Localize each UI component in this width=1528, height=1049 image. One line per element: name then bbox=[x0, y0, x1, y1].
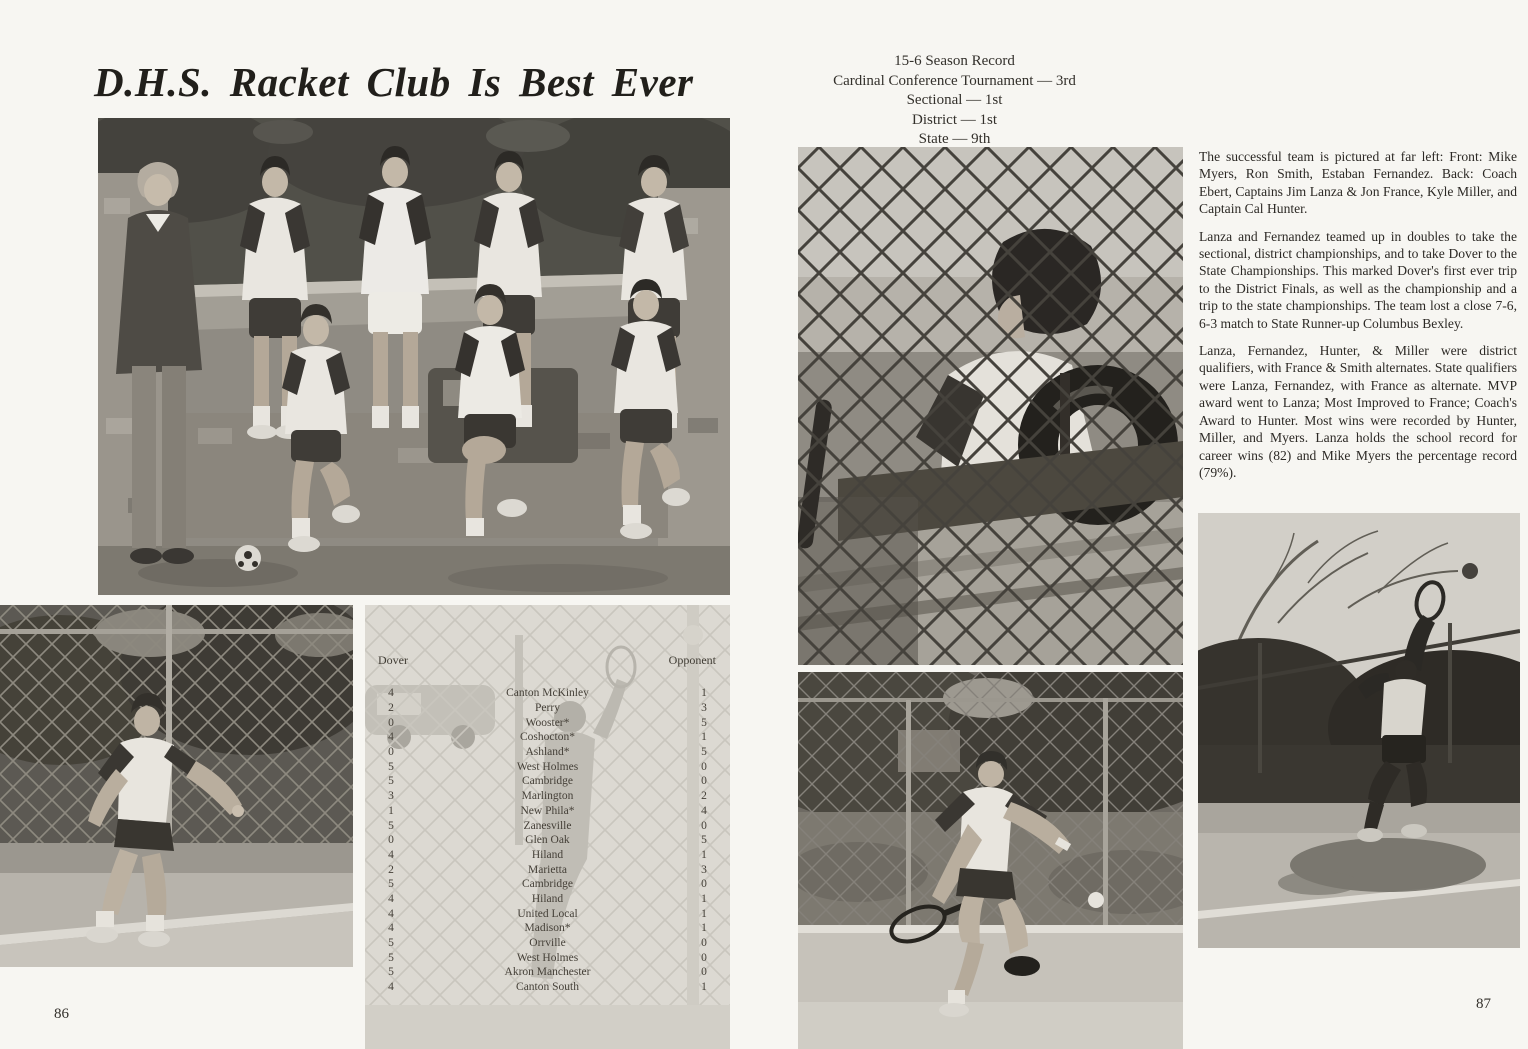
table-row bbox=[365, 833, 730, 848]
dover-score: 4 bbox=[388, 731, 394, 744]
opponent-score: 3 bbox=[701, 702, 707, 715]
opponent-score: 5 bbox=[701, 834, 707, 847]
dover-score: 4 bbox=[388, 907, 394, 920]
tennis-ball bbox=[1088, 892, 1104, 908]
player-serve-photo bbox=[1198, 513, 1520, 948]
opponent-name: Akron Manchester bbox=[504, 966, 591, 979]
dover-score: 5 bbox=[388, 966, 394, 979]
dover-score: 5 bbox=[388, 775, 394, 788]
opponent-score: 0 bbox=[701, 878, 707, 891]
dover-score: 2 bbox=[388, 863, 394, 876]
season-record-block bbox=[762, 52, 1147, 150]
opponent-name: West Holmes bbox=[516, 951, 579, 964]
opponent-score: 1 bbox=[701, 848, 707, 861]
opponent-score: 1 bbox=[701, 981, 707, 994]
dover-score: 1 bbox=[388, 804, 394, 817]
season-record-line: State — 9th bbox=[918, 131, 991, 147]
opponent-name: West Holmes bbox=[516, 760, 579, 773]
opponent-name: Hiland bbox=[531, 892, 564, 905]
table-header-dover: Dover bbox=[378, 653, 408, 667]
opponent-name: Canton McKinley bbox=[506, 687, 589, 700]
table-row bbox=[365, 936, 730, 951]
table-row bbox=[365, 789, 730, 804]
page-number-right: 87 bbox=[1476, 996, 1491, 1012]
opponent-name: Perry bbox=[535, 702, 560, 715]
dover-score: 5 bbox=[388, 951, 394, 964]
match-results-table bbox=[365, 605, 730, 1049]
table-header-opponent: Opponent bbox=[668, 653, 716, 667]
opponent-score: 4 bbox=[701, 804, 707, 817]
opponent-name: New Phila* bbox=[520, 804, 575, 817]
table-row bbox=[365, 730, 730, 745]
season-record-line: 15-6 Season Record bbox=[894, 53, 1015, 69]
opponent-score: 0 bbox=[701, 937, 707, 950]
opponent-name: Coshocton* bbox=[520, 731, 575, 744]
opponent-name: Zanesville bbox=[523, 819, 572, 832]
dover-score: 0 bbox=[388, 834, 394, 847]
opponent-score: 1 bbox=[701, 907, 707, 920]
dover-score: 4 bbox=[388, 687, 394, 700]
opponent-name: Canton South bbox=[516, 981, 579, 994]
tennis-ball bbox=[1462, 563, 1478, 579]
table-row bbox=[365, 862, 730, 877]
opponent-name: Glen Oak bbox=[525, 834, 570, 847]
team-photo bbox=[98, 118, 730, 595]
season-record-line: Sectional — 1st bbox=[906, 92, 1003, 108]
opponent-score: 5 bbox=[701, 746, 707, 759]
dover-score: 4 bbox=[388, 848, 394, 861]
player-forehand-photo bbox=[0, 605, 353, 967]
opponent-name: Wooster* bbox=[525, 716, 570, 729]
dover-score: 5 bbox=[388, 937, 394, 950]
opponent-score: 0 bbox=[701, 951, 707, 964]
article-paragraph: Lanza and Fernandez teamed up in doubles to take the sectional, district championships, and to take Dover to the State Championships. This marked Dover's first ever trip to the District Finals, as well as the championship and a trip to the state championships. The team lost a close 7-6, 6-3 match to State Runner-up Columbus Bexley. bbox=[1199, 228, 1517, 331]
table-row bbox=[365, 965, 730, 980]
table-row bbox=[365, 906, 730, 921]
season-record-line: District — 1st bbox=[912, 111, 997, 128]
opponent-name: Madison* bbox=[524, 922, 571, 935]
dover-score: 3 bbox=[388, 790, 394, 803]
table-row bbox=[365, 950, 730, 965]
article-text bbox=[1199, 148, 1517, 491]
fence-bench-photo bbox=[798, 147, 1183, 665]
article-paragraph: The successful team is pictured at far left: Front: Mike Myers, Ron Smith, Estaban Fernandez. Back: Coach Ebert, Captains Jim Lanza & Jon France, Kyle Miller, and Captain Cal Hunter. bbox=[1199, 149, 1517, 217]
dover-score: 4 bbox=[388, 922, 394, 935]
page-title: D.H.S. Racket Club Is Best Ever bbox=[94, 59, 694, 105]
opponent-score: 0 bbox=[701, 966, 707, 979]
opponent-name: Marietta bbox=[528, 863, 567, 876]
dover-score: 4 bbox=[388, 892, 394, 905]
table-row bbox=[365, 745, 730, 760]
opponent-name: Hiland bbox=[531, 848, 564, 861]
table-row bbox=[365, 892, 730, 907]
table-row bbox=[365, 686, 730, 701]
table-row bbox=[365, 701, 730, 716]
dover-score: 2 bbox=[388, 702, 394, 715]
opponent-name: Marlington bbox=[521, 790, 574, 803]
table-row bbox=[365, 759, 730, 774]
table-row bbox=[365, 804, 730, 819]
opponent-score: 0 bbox=[701, 760, 707, 773]
opponent-name: United Local bbox=[517, 907, 578, 920]
opponent-name: Cambridge bbox=[521, 878, 574, 891]
opponent-score: 3 bbox=[701, 863, 707, 876]
opponent-score: 0 bbox=[701, 819, 707, 832]
table-row bbox=[365, 715, 730, 730]
opponent-name: Orrville bbox=[529, 937, 566, 950]
opponent-name: Ashland* bbox=[525, 746, 570, 759]
opponent-score: 2 bbox=[701, 790, 707, 803]
table-row bbox=[365, 980, 730, 995]
opponent-score: 1 bbox=[701, 922, 707, 935]
dover-score: 0 bbox=[388, 746, 394, 759]
opponent-score: 5 bbox=[701, 716, 707, 729]
opponent-name: Cambridge bbox=[521, 775, 574, 788]
season-record-line: Cardinal Conference Tournament — 3rd bbox=[833, 72, 1076, 89]
dover-score: 5 bbox=[388, 878, 394, 891]
article-paragraph: Lanza, Fernandez, Hunter, & Miller were district qualifiers, with France & Smith alternates. State qualifiers were Lanza, Fernandez, with France as alternate. MVP award went to Lanza; Most Improved to France; Coach's Award to Hunter. Most wins were recorded by Hunter, Miller, and Myers. Lanza holds the school record for career wins (82) and Mike Myers the percentage record (79%). bbox=[1199, 343, 1517, 480]
dover-score: 0 bbox=[388, 716, 394, 729]
table-row bbox=[365, 818, 730, 833]
opponent-score: 1 bbox=[701, 731, 707, 744]
dover-score: 5 bbox=[388, 760, 394, 773]
opponent-score: 1 bbox=[701, 687, 707, 700]
table-row bbox=[365, 848, 730, 863]
table-row bbox=[365, 877, 730, 892]
table-row bbox=[365, 774, 730, 789]
opponent-score: 1 bbox=[701, 892, 707, 905]
player-lunge-photo bbox=[798, 672, 1183, 1049]
table-row bbox=[365, 921, 730, 936]
dover-score: 4 bbox=[388, 981, 394, 994]
dover-score: 5 bbox=[388, 819, 394, 832]
page-number-left: 86 bbox=[54, 1006, 69, 1022]
opponent-score: 0 bbox=[701, 775, 707, 788]
